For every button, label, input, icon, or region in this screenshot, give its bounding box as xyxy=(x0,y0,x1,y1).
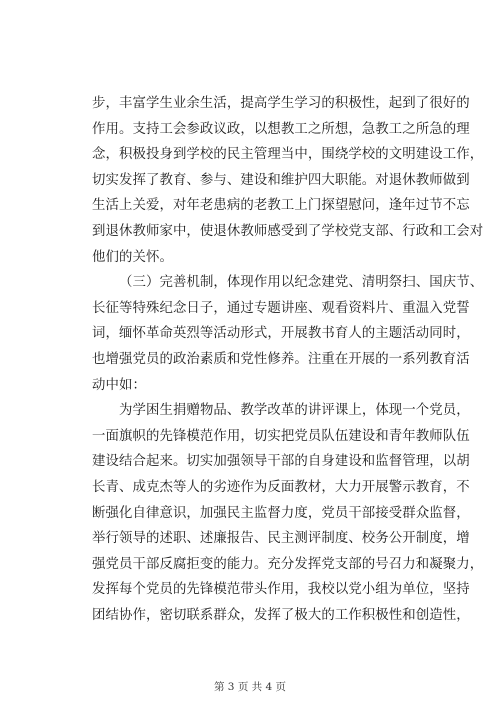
text-line: 一面旗帜的先锋模范作用，切实把党员队伍建设和青年教师队伍 xyxy=(92,428,470,444)
text-line: 步，丰富学生业余生活，提高学生学习的积极性，起到了很好的 xyxy=(92,96,470,111)
text-line: 举行领导的述职、述廉报告、民主测评制度、校务公开制度，增 xyxy=(92,531,470,547)
text-line: 为学困生捐赠物品、教学改革的讲评课上，体现一个党员， xyxy=(119,403,470,419)
text-line: 到退休教师家中，使退休教师感受到了学校党支部、行政和工会对 xyxy=(92,223,484,239)
text-line: 建设结合起来。切实加强领导干部的自身建设和监督管理，以胡 xyxy=(92,454,470,470)
text-line: 他们的关怀。 xyxy=(92,249,173,265)
page-footer: 第 3 页 共 4 页 xyxy=(213,681,287,693)
text-line: 发挥每个党员的先锋模范带头作用，我校以党小组为单位，坚持 xyxy=(92,582,470,598)
document-body xyxy=(92,91,484,628)
text-line: 切实发挥了教育、参与、建设和维护四大职能。对退休教师做到 xyxy=(92,172,470,188)
text-line: 动中如： xyxy=(92,377,146,393)
text-line: 团结协作，密切联系群众，发挥了极大的工作积极性和创造性， xyxy=(92,607,470,623)
text-line: 作用。支持工会参政议政，以想教工之所想，急教工之所急的理 xyxy=(92,121,470,137)
text-line: 长征等特殊纪念日子，通过专题讲座、观看资料片、重温入党誓 xyxy=(92,300,470,316)
text-line: 也增强党员的政治素质和党性修养。注重在开展的一系列教育活 xyxy=(92,351,470,367)
text-line: 断强化自律意识，加强民主监督力度，党员干部接受群众监督， xyxy=(92,505,470,521)
text-line: （三）完善机制，体现作用以纪念建党、清明祭扫、国庆节、 xyxy=(119,275,484,291)
text-line: 词，缅怀革命英烈等活动形式，开展教书育人的主题活动同时， xyxy=(92,326,470,342)
text-line: 强党员干部反腐拒变的能力。充分发挥党支部的号召力和凝聚力， xyxy=(92,556,484,572)
text-line: 生活上关爱，对年老患病的老教工上门探望慰问，逢年过节不忘 xyxy=(92,198,470,214)
text-line: 长青、成克杰等人的劣迹作为反面教材，大力开展警示教育，不 xyxy=(92,479,470,495)
text-line: 念，积极投身到学校的民主管理当中，围绕学校的文明建设工作， xyxy=(92,147,484,163)
